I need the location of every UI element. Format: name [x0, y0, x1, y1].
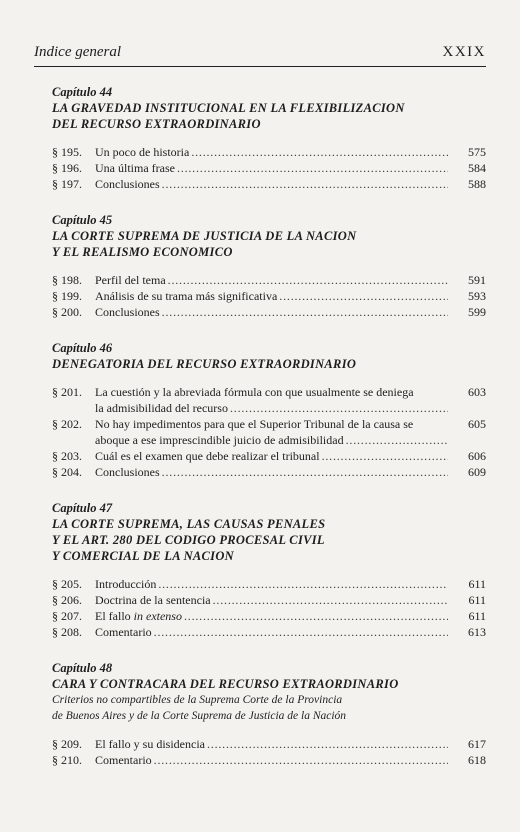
toc-entry — [34, 304, 486, 320]
entry-title: Conclusiones — [95, 305, 160, 319]
entry-page: 575 — [468, 145, 486, 159]
dot-leader — [322, 448, 448, 464]
section-number: § 199. — [52, 289, 82, 303]
chapter-label: Capítulo 46 — [52, 341, 113, 355]
dot-leader — [177, 160, 448, 176]
entry-list — [34, 272, 486, 320]
section-number: § 197. — [52, 177, 82, 191]
section-number: § 200. — [52, 305, 82, 319]
toc-entry — [34, 592, 486, 608]
toc-entry — [34, 288, 486, 304]
chapter-44 — [34, 84, 486, 192]
entry-title: Doctrina de la sentencia — [95, 593, 211, 607]
page-number: XXIX — [442, 44, 486, 60]
entry-title: la admisibilidad del recurso — [95, 401, 228, 415]
entry-title: Perfil del tema — [95, 273, 166, 287]
toc-entry — [34, 624, 486, 640]
section-number: § 204. — [52, 465, 82, 479]
entry-page: 617 — [468, 737, 486, 751]
chapter-45 — [34, 212, 486, 320]
entry-title: Conclusiones — [95, 465, 160, 479]
section-number: § 201. — [52, 385, 82, 399]
section-number: § 206. — [52, 593, 82, 607]
entry-title: Análisis de su trama más significativa — [95, 289, 278, 303]
entry-page: 588 — [468, 177, 486, 191]
entry-page: 599 — [468, 305, 486, 319]
entry-title: Comentario — [95, 625, 152, 639]
table-of-contents — [34, 80, 486, 788]
chapter-label: Capítulo 44 — [52, 85, 113, 99]
chapter-title-line: DEL RECURSO EXTRAORDINARIO — [52, 117, 261, 131]
entry-list — [34, 736, 486, 768]
dot-leader — [158, 576, 448, 592]
dot-leader — [279, 288, 448, 304]
section-number: § 202. — [52, 417, 82, 431]
dot-leader — [168, 272, 448, 288]
entry-title-line: No hay impedimentos para que el Superior Tribunal de la causa se — [95, 417, 414, 431]
entry-title: Cuál es el examen que debe realizar el tribunal — [95, 449, 320, 463]
dot-leader — [191, 144, 448, 160]
section-number: § 198. — [52, 273, 82, 287]
toc-entry — [34, 448, 486, 464]
chapter-title-line: LA CORTE SUPREMA DE JUSTICIA DE LA NACION — [52, 229, 357, 243]
entry-page: 611 — [468, 593, 486, 607]
chapter-47 — [34, 500, 486, 640]
entry-title-text: El fallo — [95, 609, 134, 623]
chapter-title-line: LA GRAVEDAD INSTITUCIONAL EN LA FLEXIBILIZACION — [52, 101, 405, 115]
entry-page: 593 — [468, 289, 486, 303]
entry-page: 613 — [468, 625, 486, 639]
entry-title: Conclusiones — [95, 177, 160, 191]
dot-leader — [207, 736, 448, 752]
entry-page: 609 — [468, 465, 486, 479]
entry-page: 618 — [468, 753, 486, 767]
header-rule — [34, 66, 486, 67]
entry-title: Introducción — [95, 577, 157, 591]
chapter-subtitle-line: Criterios no compartibles de la Suprema Corte de la Provincia — [52, 694, 343, 706]
dot-leader — [154, 752, 448, 768]
entry-list — [34, 384, 486, 480]
entry-list — [34, 576, 486, 640]
running-head-title: Indice general — [34, 44, 122, 60]
dot-leader — [162, 464, 448, 480]
entry-page: 584 — [468, 161, 486, 175]
chapter-label: Capítulo 48 — [52, 661, 113, 675]
chapter-subtitle-line: de Buenos Aires y de la Corte Suprema de Justicia de la Nación — [52, 710, 347, 722]
section-number: § 208. — [52, 625, 82, 639]
toc-entry — [34, 176, 486, 192]
section-number: § 195. — [52, 145, 82, 159]
chapter-title-line: DENEGATORIA DEL RECURSO EXTRAORDINARIO — [52, 357, 357, 371]
running-head — [34, 44, 486, 61]
entry-page: 611 — [468, 609, 486, 623]
toc-entry — [34, 384, 486, 416]
dot-leader — [213, 592, 448, 608]
toc-entry — [34, 576, 486, 592]
entry-page: 591 — [468, 273, 486, 287]
toc-entry — [34, 272, 486, 288]
toc-entry — [34, 608, 486, 624]
section-number: § 207. — [52, 609, 82, 623]
toc-entry — [34, 752, 486, 768]
entry-title-emphasis: in extenso — [133, 609, 182, 623]
section-number: § 196. — [52, 161, 82, 175]
dot-leader — [154, 624, 448, 640]
dot-leader — [346, 432, 448, 448]
toc-entry — [34, 144, 486, 160]
entry-list — [34, 144, 486, 192]
entry-title: aboque a ese imprescindible juicio de admisibilidad — [95, 433, 344, 447]
toc-entry — [34, 464, 486, 480]
entry-page: 606 — [468, 449, 486, 463]
chapter-title-line: CARA Y CONTRACARA DEL RECURSO EXTRAORDINARIO — [52, 677, 399, 691]
entry-page: 603 — [468, 385, 486, 399]
dot-leader — [162, 304, 448, 320]
dot-leader — [162, 176, 448, 192]
dot-leader — [230, 400, 448, 416]
chapter-title-line: Y COMERCIAL DE LA NACION — [52, 549, 235, 563]
chapter-title-line: LA CORTE SUPREMA, LAS CAUSAS PENALES — [52, 517, 326, 531]
chapter-label: Capítulo 45 — [52, 213, 113, 227]
toc-entry — [34, 160, 486, 176]
entry-page: 611 — [468, 577, 486, 591]
entry-title: Comentario — [95, 753, 152, 767]
toc-entry — [34, 736, 486, 752]
entry-title: Un poco de historia — [95, 145, 190, 159]
chapter-48 — [34, 660, 486, 768]
section-number: § 209. — [52, 737, 82, 751]
entry-title: Una última frase — [95, 161, 175, 175]
chapter-title-line: Y EL ART. 280 DEL CODIGO PROCESAL CIVIL — [52, 533, 325, 547]
chapter-title-line: Y EL REALISMO ECONOMICO — [52, 245, 233, 259]
section-number: § 205. — [52, 577, 82, 591]
entry-page: 605 — [468, 417, 486, 431]
chapter-46 — [34, 340, 486, 480]
section-number: § 203. — [52, 449, 82, 463]
entry-title — [95, 608, 182, 624]
dot-leader — [184, 608, 448, 624]
entry-title: El fallo y su disidencia — [95, 737, 205, 751]
chapter-label: Capítulo 47 — [52, 501, 113, 515]
entry-title-line: La cuestión y la abreviada fórmula con que usualmente se deniega — [95, 385, 414, 399]
toc-entry — [34, 416, 486, 448]
section-number: § 210. — [52, 753, 82, 767]
